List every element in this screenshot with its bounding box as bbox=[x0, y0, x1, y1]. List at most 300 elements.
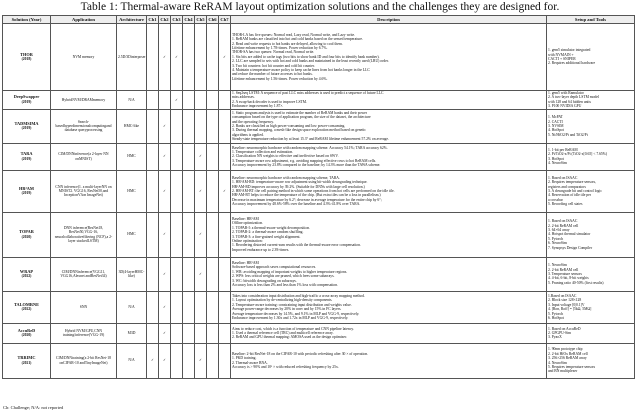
setup-tools-cell bbox=[547, 24, 635, 91]
application-line: SNN bbox=[79, 304, 88, 309]
check-mark-icon: ✓ bbox=[198, 154, 203, 159]
setup-line: 3. 64×64 array bbox=[548, 228, 570, 233]
description-line: 1. Static program analysis is used to estimate the number of ReRAM banks and their power bbox=[232, 110, 367, 115]
check-mark-icon: ✓ bbox=[162, 271, 167, 276]
description-line: 1. HR²AM-RD: temperature-aware row adjustment using bit-width downgrading technique. bbox=[232, 180, 368, 185]
application-line: Hybrid bbox=[61, 97, 73, 102]
description-cell bbox=[231, 91, 547, 110]
setup-line: 4. 4-bit, 6-bit, 8-bit weights bbox=[548, 276, 589, 281]
challenge-cell-ch7 bbox=[219, 109, 231, 143]
setup-line: 1.Based on ISAAC bbox=[548, 293, 577, 298]
table-row bbox=[3, 109, 635, 143]
architecture-line: 2.5D/3D bbox=[118, 54, 131, 59]
description-line: 2. ReRAM and GPU thermal mapping: AMOSA used as the design optimizer. bbox=[232, 335, 348, 340]
setup-line: 2. GPGPU-Sim bbox=[548, 330, 571, 335]
challenge-cell-ch6 bbox=[207, 343, 219, 378]
table-row bbox=[3, 323, 635, 343]
application-line: Search-based bbox=[55, 119, 90, 128]
challenge-cell-ch2 bbox=[159, 109, 171, 143]
table-row bbox=[3, 91, 635, 110]
challenge-cell-ch5 bbox=[195, 323, 207, 343]
description-line: Software-based approach saves computational resources. bbox=[232, 265, 317, 270]
architecture-line: N/A bbox=[128, 97, 135, 102]
solution-name: AccuReD bbox=[17, 327, 36, 333]
architecture-line: HMC-like bbox=[123, 123, 140, 128]
application-line: ResNet34) bbox=[90, 274, 107, 279]
table-row bbox=[3, 343, 635, 378]
challenge-cell-ch1 bbox=[147, 291, 159, 323]
architecture-line: N/A bbox=[128, 358, 135, 363]
solution-name: THOR bbox=[20, 51, 33, 57]
setup-line: 1. Based on ISAAC bbox=[548, 175, 578, 180]
setup-line: 1. 90nm prototype chip bbox=[548, 347, 583, 352]
description-line: Lifetime enhancement by 1.56×times. Power reduction by 4.6%. bbox=[232, 76, 328, 81]
setup-line: 4. NeuroSim bbox=[548, 360, 567, 365]
application-line: training bbox=[72, 356, 84, 361]
solution-name: TRRIMC bbox=[17, 355, 36, 361]
application-line: NVM memory bbox=[72, 54, 95, 59]
solution-year: (2018) bbox=[21, 57, 32, 61]
architecture-cell bbox=[117, 323, 147, 343]
solution-cell bbox=[3, 257, 51, 291]
challenge-cell-ch7 bbox=[219, 343, 231, 378]
challenge-cell-ch4 bbox=[183, 291, 195, 323]
application-line: 2. VGG16, ResNet50, bbox=[70, 188, 103, 193]
setup-line: 3. 256×256 ReRAM array bbox=[548, 356, 587, 361]
application-line: (a 2-layer NN on bbox=[75, 152, 109, 161]
setup-line: 4. Reservation of idle tile per bbox=[548, 193, 592, 198]
architecture-line: HMC bbox=[127, 232, 136, 237]
description-line: consumption based on the type of application program, the size of the dataset, the architecture bbox=[232, 115, 371, 120]
application-line: inference bbox=[77, 269, 92, 274]
challenge-cell-ch3 bbox=[171, 343, 183, 378]
setup-line: 5. Pytorch bbox=[548, 311, 564, 316]
challenge-cell-ch3 bbox=[171, 323, 183, 343]
description-line: HR²AM-RD improves accuracy by 39.2%. (Suitable for DNNs with large cell resolution.) bbox=[232, 184, 365, 189]
challenge-cell-ch4 bbox=[183, 91, 195, 110]
description-line: and reduce the number of future accesses to hot banks. bbox=[232, 72, 313, 77]
header-architecture: Architecture bbox=[117, 16, 147, 24]
setup-tools-cell bbox=[547, 109, 635, 143]
setup-line: 5. Pruning ratio 40-50% (first results) bbox=[548, 280, 604, 285]
description-line: 1. Reordering distorted current-sum results with the thermal-aware error compensation. bbox=[232, 243, 361, 248]
setup-line: 3. Input voltage [0|0.1]V bbox=[548, 302, 585, 307]
description-line: 3. During thermal mapping, a mesh-like design space exploration method based on genetic bbox=[232, 128, 366, 133]
description-line: Baseline: HR²AM bbox=[232, 260, 259, 265]
solution-cell bbox=[3, 212, 51, 257]
challenge-cell-ch1 bbox=[147, 143, 159, 170]
challenge-cell-ch5 bbox=[195, 343, 207, 378]
setup-line: 1. gem5 simulator integrated bbox=[548, 48, 591, 53]
setup-line: 4. HotSpot bbox=[548, 128, 564, 133]
setup-line: CACTI + SNIPER bbox=[548, 57, 576, 61]
architecture-cell bbox=[117, 143, 147, 170]
challenge-cell-ch7 bbox=[219, 91, 231, 110]
challenge-cell-ch3 bbox=[171, 143, 183, 170]
setup-line: 2. 2-bit ReRAM cell bbox=[548, 223, 579, 228]
description-line: 2. Banks are classified as high power-consuming and low power-consuming. bbox=[232, 123, 346, 128]
application-line: on ImageNet) bbox=[82, 193, 103, 198]
solution-year: (2022) bbox=[21, 307, 32, 312]
solution-year: (2022) bbox=[21, 274, 32, 279]
description-line: Takes into consideration input distribution and high-traffic a cross-array mapping method. bbox=[232, 293, 365, 298]
solution-name: TALOMRNE bbox=[14, 301, 39, 307]
application-cell bbox=[51, 91, 117, 110]
check-mark-icon: ✓ bbox=[150, 358, 155, 363]
challenge-cell-ch4 bbox=[183, 343, 195, 378]
challenge-cell-ch5 bbox=[195, 170, 207, 212]
setup-line: 1. McPAT bbox=[548, 115, 563, 120]
solution-year: (2019) bbox=[21, 156, 32, 161]
challenge-cell-ch5 bbox=[195, 291, 207, 323]
description-line: Online optimization: bbox=[232, 239, 263, 244]
header-solution: Solution (Year) bbox=[3, 16, 51, 24]
challenge-cell-ch2 bbox=[159, 143, 171, 170]
architecture-line: HMC-like) bbox=[128, 269, 145, 279]
header-ch7: Ch7 bbox=[220, 16, 229, 22]
architecture-cell bbox=[117, 257, 147, 291]
challenge-cell-ch2 bbox=[159, 212, 171, 257]
setup-line: 3. A downgrade bit and control logic bbox=[548, 188, 602, 193]
description-line: 1. TOPAR-I: a thermal-aware weight decomposition. bbox=[232, 225, 311, 230]
description-line: 3. TOPAR-3: a fine-grained weight alignment. bbox=[232, 234, 301, 239]
description-line: 1. Temperature collection and estimation. bbox=[232, 150, 294, 155]
description-line: Endurance improvement by 1.30x and 1.72x in MLP and VGG-9, respectively. bbox=[232, 315, 349, 320]
challenge-cell-ch1 bbox=[147, 212, 159, 257]
setup-line: 6. HotSpot bbox=[548, 315, 564, 320]
challenge-cell-ch1 bbox=[147, 91, 159, 110]
setup-line: a crossbar bbox=[548, 197, 563, 202]
description-line: 1. PKD training. bbox=[232, 356, 257, 361]
application-line: CNN training/ bbox=[62, 328, 103, 338]
challenge-cell-ch2 bbox=[159, 323, 171, 343]
application-line: (1. a multi-layer bbox=[77, 184, 102, 189]
description-cell bbox=[231, 343, 547, 378]
description-line: 2. Read and write requests to hot banks are delayed, allowing to cool them. bbox=[232, 41, 343, 46]
challenge-cell-ch5 bbox=[195, 109, 207, 143]
application-line: CIM/DNN bbox=[61, 269, 78, 274]
challenge-cell-ch2 bbox=[159, 24, 171, 91]
description-line: Accuracy loss is less than 2% and less than 1% loss with compensation. bbox=[232, 282, 338, 287]
description-line: 2. HR²AM-BT: the cell pairing method in which some operations from hot cells are performed on the idle tile. bbox=[232, 188, 395, 193]
challenge-cell-ch3 bbox=[171, 24, 183, 91]
setup-line: 2. Requires temperature sensors, bbox=[548, 180, 597, 185]
setup-tools-cell bbox=[547, 212, 635, 257]
setup-line: 2. 2-bit ReRAM cell bbox=[548, 267, 579, 272]
setup-line: 7. Synopsys Design Compiler bbox=[548, 245, 593, 250]
setup-line: 3. Temperature sensors bbox=[548, 271, 582, 276]
solution-cell bbox=[3, 91, 51, 110]
header-application: Application bbox=[51, 16, 117, 24]
architecture-line: (4-layer bbox=[123, 269, 135, 274]
description-line: 1. Layout optimization by de-centralizing high-density components. bbox=[232, 298, 333, 303]
application-cell bbox=[51, 291, 117, 323]
challenge-cell-ch6 bbox=[207, 170, 219, 212]
description-line: and the operating frequency. bbox=[232, 119, 274, 124]
solution-year: (2020) bbox=[21, 234, 32, 239]
application-line: computing bbox=[90, 123, 107, 128]
architecture-line: HMC bbox=[127, 188, 136, 193]
check-mark-icon: ✓ bbox=[162, 304, 167, 309]
setup-line: 1. Based on AccuReD bbox=[548, 326, 581, 331]
description-line: Offline optimization. bbox=[232, 221, 264, 226]
table-row bbox=[3, 143, 635, 170]
setup-line: 2. Requires additional hardware bbox=[548, 61, 596, 66]
architecture-cell bbox=[117, 291, 147, 323]
description-line: Aims to reduce cost, which is a function of temperature and CNN pipeline latency. bbox=[232, 326, 354, 331]
description-line: Average power-range decreases by 20% in conv and by 15% in FC layers. bbox=[232, 307, 342, 312]
setup-tools-cell bbox=[547, 323, 635, 343]
table-row bbox=[3, 170, 635, 212]
solution-cell bbox=[3, 170, 51, 212]
setup-tools-cell bbox=[547, 257, 635, 291]
solution-name: TARA bbox=[20, 151, 33, 157]
description-cell bbox=[231, 323, 547, 343]
description-line: Accuracy improvement by 48.6%-58% over the baseline and 4.3%-41.8% over TARA. bbox=[232, 202, 361, 207]
setup-tools-cell bbox=[547, 143, 635, 170]
application-cell bbox=[51, 109, 117, 143]
application-line: (a 2-bit ResNet-18 on bbox=[59, 356, 111, 365]
description-line: Decrease in maximum temperature by 6.2°; decrease in average temperature for the entire chip by 6°; bbox=[232, 197, 382, 202]
application-line: Hybrid NVM/GPU, bbox=[64, 328, 95, 333]
setup-line: 6. NeuroSim bbox=[548, 241, 567, 246]
solution-cell bbox=[3, 109, 51, 143]
setup-line: 3. P100 NVIDIA GPU bbox=[548, 104, 582, 109]
challenge-cell-ch7 bbox=[219, 143, 231, 170]
table-body bbox=[3, 24, 635, 379]
description-cell bbox=[231, 212, 547, 257]
setup-tools-cell bbox=[547, 343, 635, 378]
check-mark-icon: ✓ bbox=[162, 358, 167, 363]
description-line: Endurance improvement by 1.87×. bbox=[232, 104, 284, 109]
setup-line: 3. HotSpot bbox=[548, 156, 564, 161]
challenge-cell-ch1 bbox=[147, 24, 159, 91]
setup-line: 4. [Ron, Roff] = [5kΩ, 5MΩ] bbox=[548, 307, 592, 312]
setup-line: 2. CACTI bbox=[548, 119, 563, 124]
check-mark-icon: ✓ bbox=[162, 232, 167, 237]
setup-line: 2. Pt/TiO2-x/Pt (TiO2-x[0.65] < 7.65%) bbox=[548, 152, 608, 157]
description-line: Baseline: 2-bit ResNet-18 on the CIFAR-10 with periodic refreshing after 30 × of operation. bbox=[232, 351, 369, 356]
application-line: and database query bbox=[64, 123, 112, 133]
challenge-cell-ch4 bbox=[183, 143, 195, 170]
challenge-cell-ch6 bbox=[207, 24, 219, 91]
challenge-cell-ch6 bbox=[207, 291, 219, 323]
table-footnote: Ch: Challenge; N/A: not reported bbox=[3, 405, 64, 410]
challenge-cell-ch7 bbox=[219, 24, 231, 91]
challenge-cell-ch1 bbox=[147, 257, 159, 291]
application-line: DNN inference bbox=[63, 225, 87, 230]
application-line: inference bbox=[75, 333, 89, 338]
setup-line: 5. Recording cell states bbox=[548, 202, 583, 207]
challenge-cell-ch2 bbox=[159, 291, 171, 323]
solution-year: (2019) bbox=[21, 191, 32, 196]
description-line: HR²AM-BT helps to reduce the temperature of the chip. (But extra tiles can be a loss in parallelism.) bbox=[232, 193, 381, 198]
header-ch3: Ch3 bbox=[172, 16, 181, 22]
application-line: CIM/DNN bbox=[56, 356, 73, 361]
application-line: (VGG-19) bbox=[88, 333, 105, 338]
description-line: 2. TOPAR-2: a thermal-aware random shuffling. bbox=[232, 230, 304, 235]
challenge-cell-ch2 bbox=[159, 91, 171, 110]
description-cell bbox=[231, 143, 547, 170]
setup-line: 2. 2-bit HfOx ReRAM cell bbox=[548, 351, 588, 356]
description-cell bbox=[231, 24, 547, 91]
architecture-cell bbox=[117, 109, 147, 143]
description-line: 3. Temperature-aware row adjustment, e.g. avoiding mapping effective rows to hot ReRAM cells. bbox=[232, 158, 377, 163]
description-cell bbox=[231, 291, 547, 323]
application-cell bbox=[51, 143, 117, 170]
solution-name: DeepSwapper bbox=[13, 94, 40, 100]
solution-year: (2021) bbox=[21, 360, 32, 365]
application-cell bbox=[51, 257, 117, 291]
description-cell bbox=[231, 170, 547, 212]
architecture-cell bbox=[117, 91, 147, 110]
challenge-cell-ch4 bbox=[183, 212, 195, 257]
challenge-cell-ch6 bbox=[207, 109, 219, 143]
application-cell bbox=[51, 170, 117, 212]
solution-cell bbox=[3, 143, 51, 170]
description-line: Accuracy improvement by 23.8% compared to the baseline; by 14.3% more than the TAWA scheme. bbox=[232, 163, 381, 168]
application-line: (VGG11, VGG16, bbox=[60, 269, 106, 279]
architecture-line: HMC bbox=[127, 154, 136, 159]
challenge-cell-ch5 bbox=[195, 24, 207, 91]
challenge-cell-ch7 bbox=[219, 212, 231, 257]
setup-line: 1. NeuroSim bbox=[548, 263, 567, 268]
challenge-cell-ch6 bbox=[207, 143, 219, 170]
check-mark-icon: ✓ bbox=[198, 358, 203, 363]
description-line: miss addresses. bbox=[232, 95, 255, 100]
setup-line: 1. 1-bit per ReRAM bbox=[548, 147, 578, 152]
application-cell bbox=[51, 24, 117, 91]
check-mark-icon: ✓ bbox=[222, 54, 227, 59]
description-line: 2. Classification NN weights to effective and ineffective based on SWV. bbox=[232, 154, 339, 159]
challenge-cell-ch3 bbox=[171, 109, 183, 143]
challenge-cell-ch3 bbox=[171, 257, 183, 291]
setup-line: with NVMAIN + bbox=[548, 52, 574, 57]
challenge-cell-ch7 bbox=[219, 257, 231, 291]
architecture-cell bbox=[117, 343, 147, 378]
solution-cell bbox=[3, 291, 51, 323]
table-row bbox=[3, 291, 635, 323]
header-ch4: Ch4 bbox=[184, 16, 193, 22]
description-line: 2. WPS: less critical weights are pruned, which frees some subarrays. bbox=[232, 274, 335, 279]
application-line: CNN inference bbox=[55, 184, 78, 189]
application-line: hyperdimensional bbox=[63, 123, 91, 128]
challenge-cell-ch5 bbox=[195, 143, 207, 170]
challenge-cell-ch4 bbox=[183, 170, 195, 212]
application-line: VGG-16, neural bbox=[54, 230, 99, 239]
application-line: MNIST) bbox=[78, 156, 92, 161]
architecture-line: N/A bbox=[128, 304, 135, 309]
application-line: TinyImageNet) bbox=[84, 360, 108, 365]
description-line: 2. Thermal-aware BNA. bbox=[232, 360, 268, 365]
solution-year: (2020) bbox=[21, 333, 32, 338]
header-setup-tools: Setup and Tools bbox=[547, 16, 635, 24]
application-line: filtering (NCF), bbox=[83, 234, 107, 239]
description-line: Baseline: HR²AM bbox=[232, 217, 259, 221]
challenge-cell-ch1 bbox=[147, 170, 159, 212]
application-line: CIM/DNN bbox=[58, 152, 75, 157]
setup-tools-cell bbox=[547, 91, 635, 110]
description-cell bbox=[231, 257, 547, 291]
application-line: and InceptionV3 bbox=[64, 188, 109, 198]
setup-line: registers and comparators bbox=[548, 184, 586, 189]
description-line: 3. Two bit counters: hot hit counter and cold hit counter. bbox=[232, 63, 315, 68]
setup-tools-cell bbox=[547, 291, 635, 323]
application-line: memory bbox=[92, 97, 106, 102]
description-cell bbox=[231, 109, 547, 143]
solution-year: (2019) bbox=[21, 126, 32, 131]
check-mark-icon: ✓ bbox=[162, 154, 167, 159]
challenge-cell-ch6 bbox=[207, 212, 219, 257]
challenge-cell-ch2 bbox=[159, 170, 171, 212]
setup-line: 1. gem5 with Ramulator bbox=[548, 91, 584, 95]
table-row bbox=[3, 257, 635, 291]
description-line: Baseline: neuromorphic hardware with random mapping scheme. Accuracy 54.1%; TARA accuracy 62%. bbox=[232, 145, 388, 150]
setup-line: with 128 and 64 hidden units bbox=[548, 99, 591, 104]
challenge-cell-ch6 bbox=[207, 91, 219, 110]
application-cell bbox=[51, 343, 117, 378]
challenge-cell-ch1 bbox=[147, 323, 159, 343]
application-line: LSTM) bbox=[87, 239, 99, 244]
challenge-cell-ch3 bbox=[171, 170, 183, 212]
challenge-cell-ch4 bbox=[183, 109, 195, 143]
header-description: Description bbox=[231, 16, 547, 24]
application-line: a 2-layer stacked bbox=[68, 234, 113, 244]
description-line: Average temperature decreases by 14.5%, and 9.1% in MLP and VGG-9, respectively. bbox=[232, 311, 360, 316]
architecture-cell bbox=[117, 170, 147, 212]
challenge-cell-ch7 bbox=[219, 291, 231, 323]
solution-name: TADMSIMA bbox=[14, 120, 39, 126]
check-mark-icon: ✓ bbox=[162, 330, 167, 335]
check-mark-icon: ✓ bbox=[162, 54, 167, 59]
application-line: CIFAR-10 and bbox=[63, 360, 85, 365]
description-line: 1. Used a thermal reference cell (TRC) and multicell reference array. bbox=[232, 330, 334, 335]
setup-line: 1. Based on ISAAC bbox=[548, 219, 578, 224]
challenge-cell-ch1 bbox=[147, 343, 159, 378]
description-line: 2. LLC are sampled to sets with hot and cold banks and maintained in the least recently used (LRU) order. bbox=[232, 59, 389, 64]
challenge-cell-ch7 bbox=[219, 170, 231, 212]
solutions-table bbox=[2, 15, 635, 379]
check-mark-icon: ✓ bbox=[198, 188, 203, 193]
challenge-cell-ch5 bbox=[195, 212, 207, 257]
setup-line: 4. NeuroSim bbox=[548, 161, 567, 166]
description-line: 1. WR: avoiding mapping of important weights to higher temperature regions. bbox=[232, 269, 348, 274]
header-ch1: Ch1 bbox=[148, 16, 157, 22]
check-mark-icon: ✓ bbox=[222, 188, 227, 193]
description-line: THOR-SA has two queues: Normal read, Normal write. bbox=[232, 50, 315, 55]
solution-name: HR²AM bbox=[19, 185, 34, 191]
solution-cell bbox=[3, 343, 51, 378]
challenge-cell-ch3 bbox=[171, 291, 183, 323]
header-row bbox=[3, 16, 635, 24]
solution-name: TOPAR bbox=[19, 229, 34, 235]
application-line: collaborative bbox=[63, 234, 84, 239]
description-line: algorithms is applied. bbox=[232, 132, 264, 137]
application-line: NVM/DRAM bbox=[72, 97, 93, 102]
header-ch5: Ch5 bbox=[196, 16, 205, 22]
check-mark-icon: ✓ bbox=[162, 188, 167, 193]
challenge-cell-ch5 bbox=[195, 91, 207, 110]
application-line: Alexnet and bbox=[72, 274, 91, 279]
challenge-cell-ch4 bbox=[183, 323, 195, 343]
challenge-cell-ch5 bbox=[195, 257, 207, 291]
architecture-line: 3D bbox=[118, 269, 124, 274]
check-mark-icon: ✓ bbox=[198, 232, 203, 237]
challenge-cell-ch2 bbox=[159, 343, 171, 378]
setup-tools-cell bbox=[547, 170, 635, 212]
challenge-cell-ch7 bbox=[219, 323, 231, 343]
architecture-cell bbox=[117, 212, 147, 257]
